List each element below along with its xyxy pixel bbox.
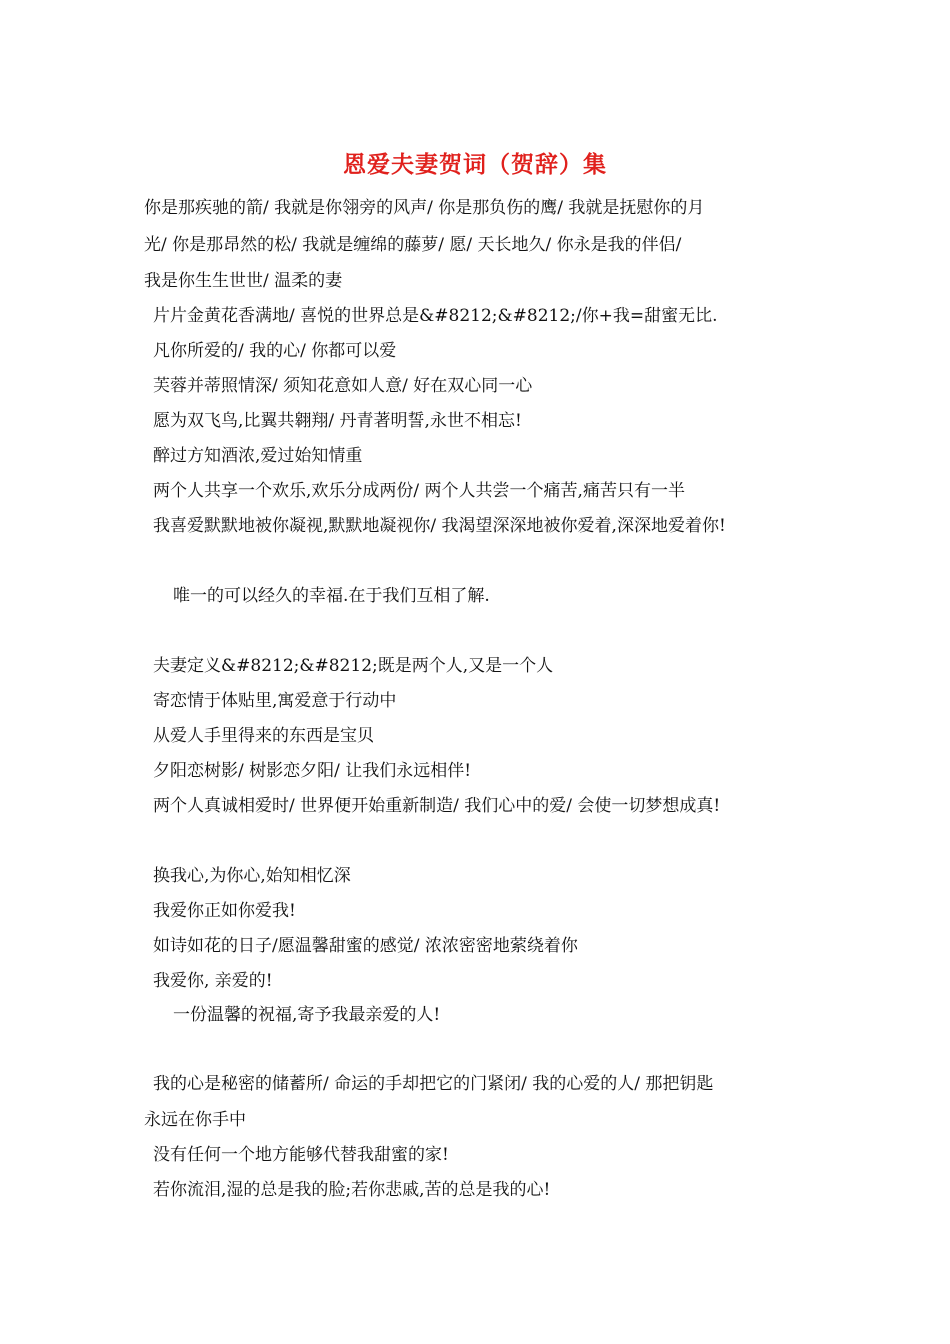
text-line: 一份温馨的祝福,寄予我最亲爱的人!: [173, 1005, 441, 1025]
text-line: 如诗如花的日子/愿温馨甜蜜的感觉/ 浓浓密密地萦绕着你: [153, 936, 578, 956]
text-line: 你是那疾驰的箭/ 我就是你翎旁的风声/ 你是那负伤的鹰/ 我就是抚慰你的月: [144, 198, 705, 218]
text-line: 夫妻定义&#8212;&#8212;既是两个人,又是一个人: [153, 656, 554, 676]
text-line: 两个人真诚相爱时/ 世界便开始重新制造/ 我们心中的爱/ 会使一切梦想成真!: [153, 796, 721, 816]
text-line: 愿为双飞鸟,比翼共翱翔/ 丹青著明誓,永世不相忘!: [153, 411, 522, 431]
text-line: 夕阳恋树影/ 树影恋夕阳/ 让我们永远相伴!: [153, 761, 472, 781]
text-line: 换我心,为你心,始知相忆深: [153, 866, 351, 886]
text-line: 片片金黄花香满地/ 喜悦的世界总是&#8212;&#8212;/你+我=甜蜜无比.: [153, 306, 718, 326]
document-title: 恩爱夫妻贺词（贺辞）集: [343, 151, 607, 178]
text-line: 光/ 你是那昂然的松/ 我就是缠绵的藤萝/ 愿/ 天长地久/ 你永是我的伴侣/: [144, 235, 682, 255]
text-line: 寄恋情于体贴里,寓爱意于行动中: [153, 691, 397, 711]
text-line: 醉过方知酒浓,爱过始知情重: [153, 446, 363, 466]
text-line: 我爱你正如你爱我!: [153, 901, 296, 921]
text-line: 唯一的可以经久的幸福.在于我们互相了解.: [173, 586, 490, 606]
text-line: 若你流泪,湿的总是我的脸;若你悲戚,苦的总是我的心!: [153, 1180, 551, 1200]
text-line: 我喜爱默默地被你凝视,默默地凝视你/ 我渴望深深地被你爱着,深深地爱着你!: [153, 516, 726, 536]
text-line: 凡你所爱的/ 我的心/ 你都可以爱: [153, 341, 397, 361]
text-line: 我的心是秘密的储蓄所/ 命运的手却把它的门紧闭/ 我的心爱的人/ 那把钥匙: [153, 1074, 714, 1094]
text-line: 我爱你, 亲爱的!: [153, 971, 273, 991]
text-line: 永远在你手中: [144, 1110, 246, 1130]
text-line: 我是你生生世世/ 温柔的妻: [144, 271, 343, 291]
text-line: 从爱人手里得来的东西是宝贝: [153, 726, 374, 746]
text-line: 没有任何一个地方能够代替我甜蜜的家!: [153, 1145, 449, 1165]
text-line: 芙蓉并蒂照情深/ 须知花意如人意/ 好在双心同一心: [153, 376, 533, 396]
text-line: 两个人共享一个欢乐,欢乐分成两份/ 两个人共尝一个痛苦,痛苦只有一半: [153, 481, 685, 501]
